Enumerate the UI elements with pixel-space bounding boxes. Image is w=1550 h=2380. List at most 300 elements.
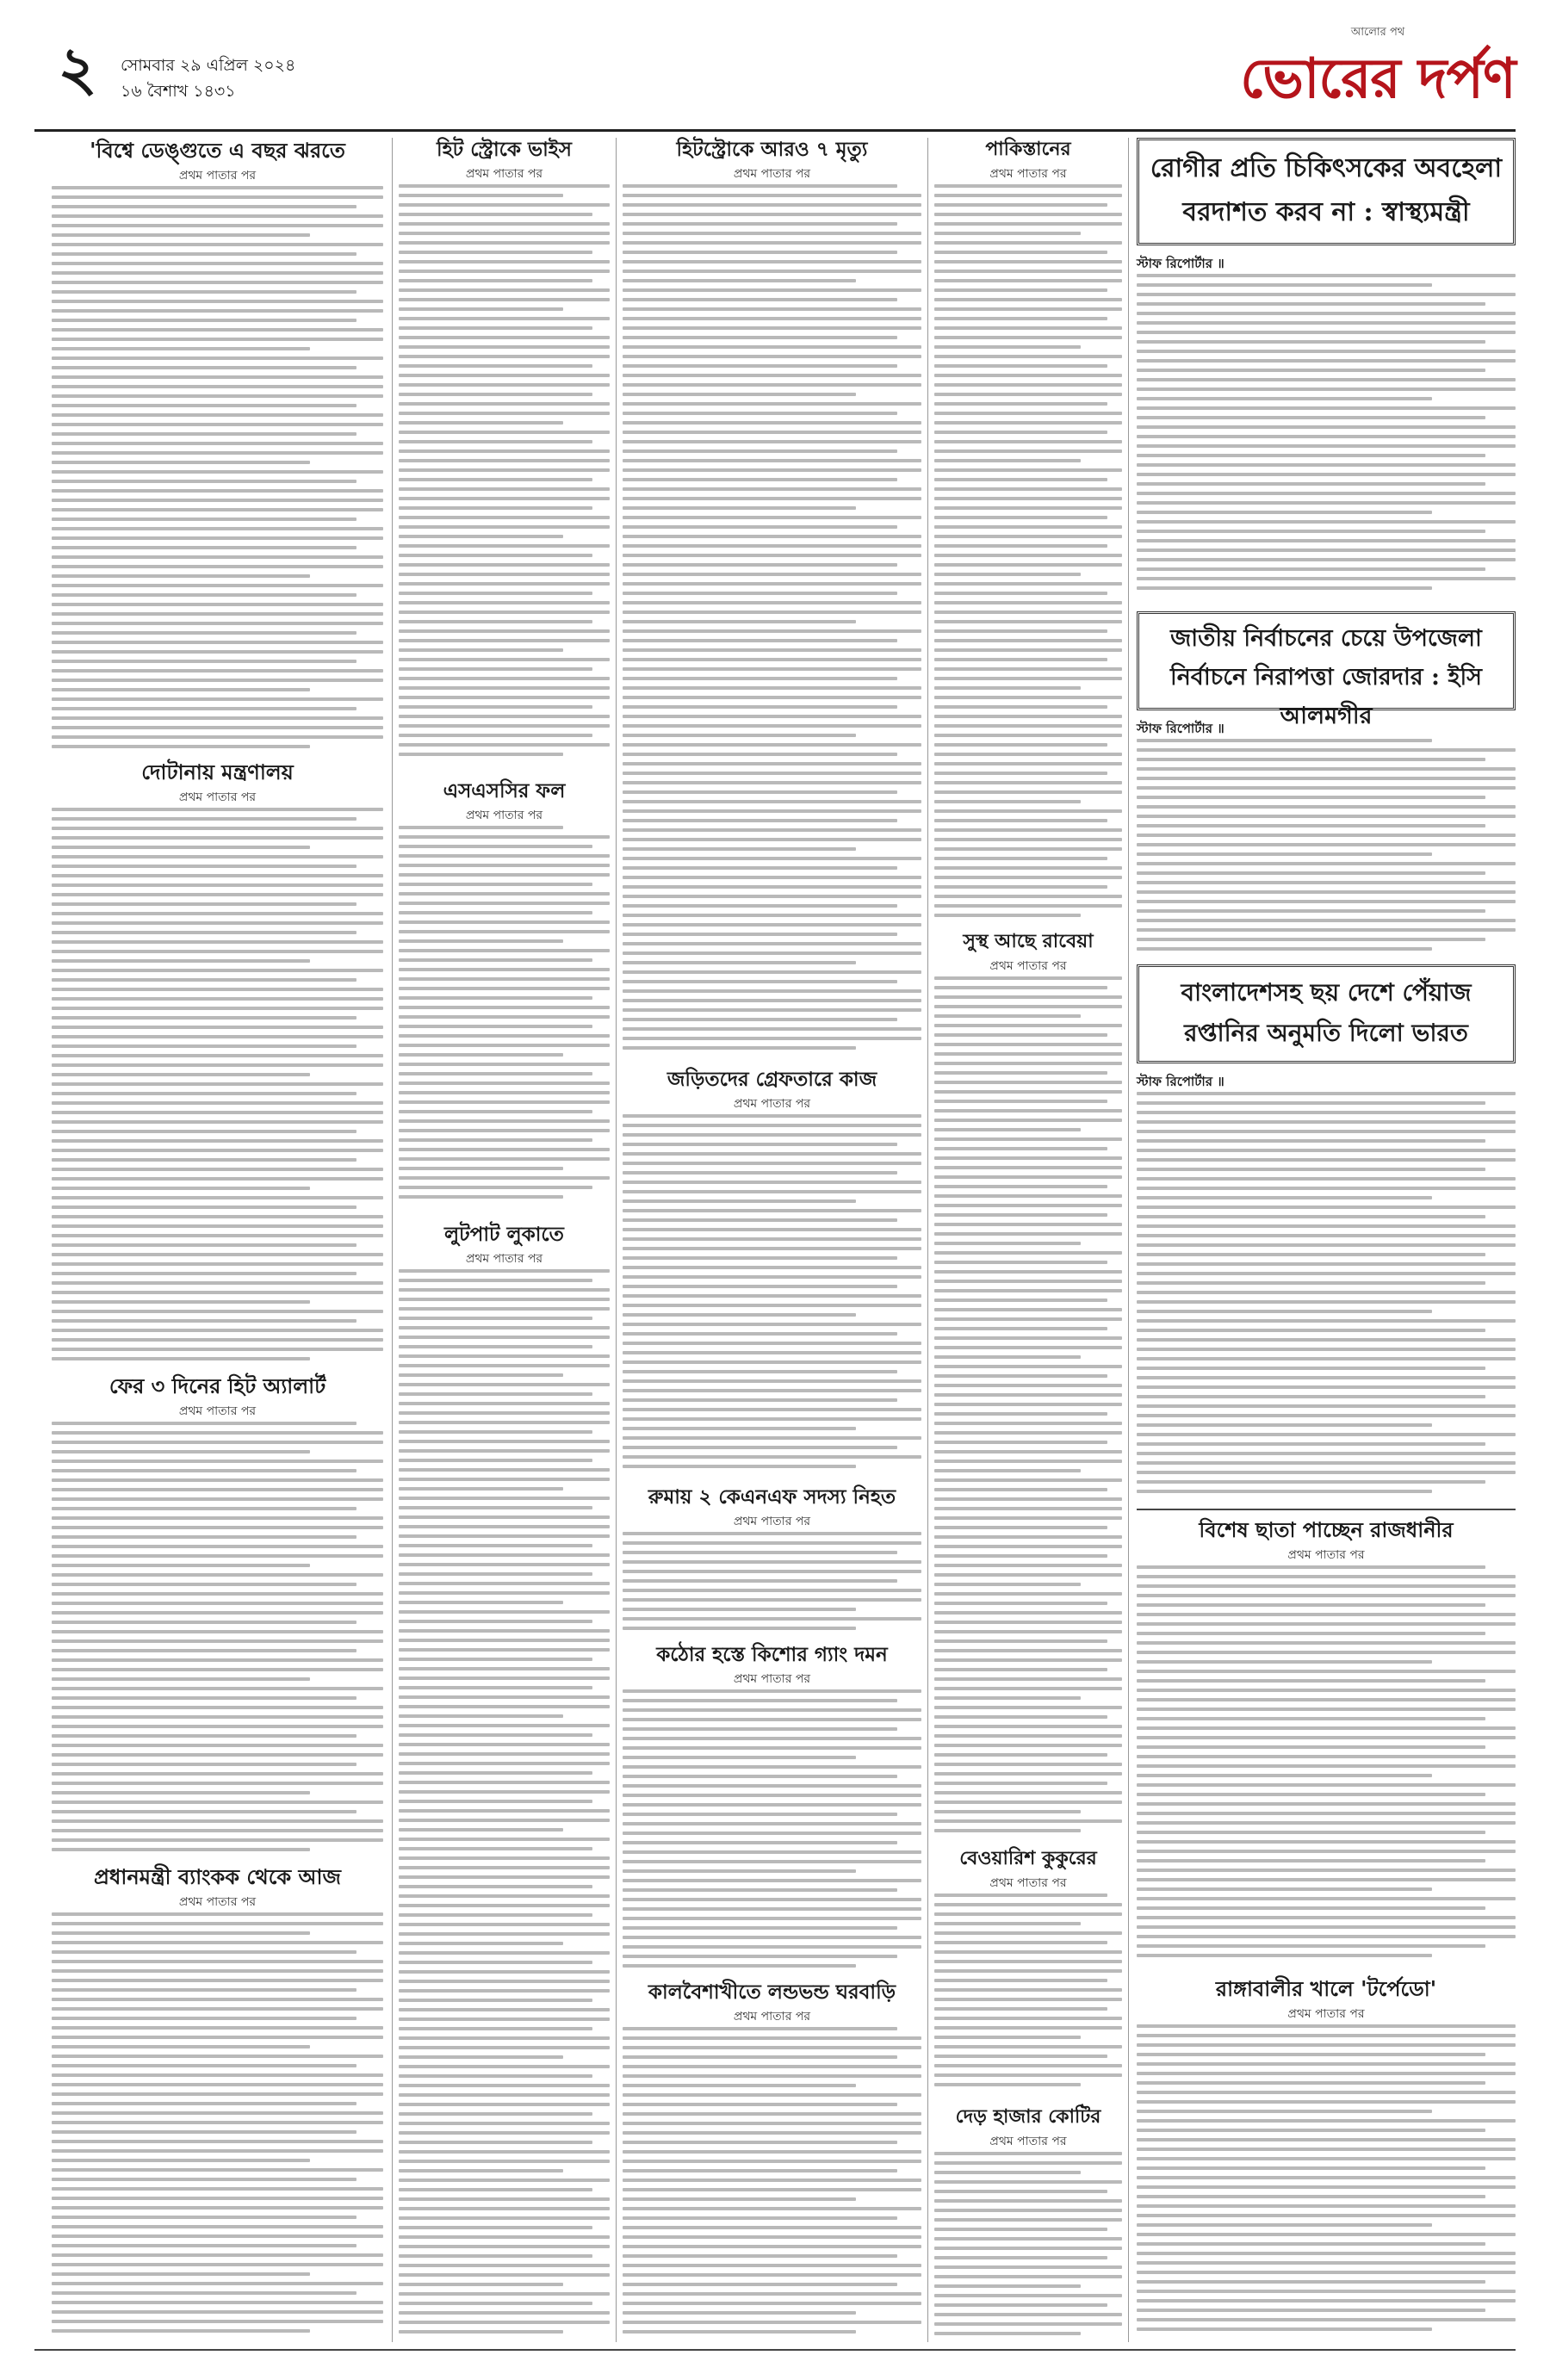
text-line — [399, 2273, 610, 2277]
text-line — [1137, 2148, 1516, 2151]
text-line — [623, 2245, 921, 2248]
text-line — [52, 309, 383, 313]
text-line — [934, 1819, 1122, 1823]
text-line — [399, 1525, 610, 1528]
text-line — [934, 914, 1081, 917]
text-line — [1137, 340, 1485, 344]
continued-label: প্রথম পাতার পর — [733, 167, 811, 181]
text-line — [52, 243, 383, 246]
text-line — [52, 1205, 356, 1209]
text-line — [52, 262, 383, 265]
text-line — [934, 1554, 1107, 1558]
text-line — [623, 1256, 897, 1260]
text-line — [52, 631, 356, 635]
text-line — [623, 1926, 897, 1930]
text-line — [52, 1583, 356, 1586]
continued-label: প্রথম পাতার পর — [465, 1252, 543, 1266]
text-line — [1137, 1205, 1516, 1209]
text-line — [52, 271, 383, 275]
text-line — [1137, 1215, 1485, 1218]
text-line — [52, 1300, 310, 1304]
text-line — [623, 895, 921, 898]
story-headline: প্রধানমন্ত্রী ব্যাংকক থেকে আজ — [94, 1864, 341, 1889]
text-line — [623, 251, 897, 254]
text-line — [52, 817, 356, 821]
text-line — [1137, 331, 1516, 334]
text-line — [399, 1288, 610, 1292]
text-line — [52, 1319, 356, 1323]
text-line — [1137, 1887, 1432, 1891]
text-line — [399, 902, 610, 905]
text-line — [399, 1591, 610, 1595]
text-line — [399, 2074, 592, 2078]
text-line — [623, 1831, 921, 1835]
text-line — [52, 893, 383, 896]
text-line — [399, 1856, 610, 1860]
text-line — [623, 2084, 856, 2087]
text-line — [399, 1705, 610, 1708]
text-line — [52, 827, 383, 830]
text-line — [399, 402, 610, 406]
text-line — [623, 563, 897, 567]
text-line — [52, 612, 383, 616]
text-line — [52, 1639, 383, 1643]
text-line — [52, 2092, 383, 2096]
text-line — [934, 1232, 1122, 1236]
text-line — [623, 639, 897, 642]
text-line — [623, 2179, 921, 2182]
text-line — [934, 2237, 1122, 2241]
text-line — [623, 866, 897, 870]
text-line — [934, 762, 1122, 765]
text-line — [52, 1329, 383, 1332]
text-line — [934, 1545, 1122, 1548]
text-line — [934, 1810, 1081, 1813]
text-line — [399, 298, 610, 301]
text-line — [52, 470, 383, 474]
text-line — [1137, 748, 1516, 752]
text-line — [623, 772, 921, 775]
text-line — [623, 2169, 897, 2172]
text-line — [623, 573, 921, 576]
text-line — [934, 1960, 1122, 1963]
text-line — [1137, 1319, 1516, 1323]
text-line — [399, 1034, 610, 1038]
text-line — [934, 1100, 1107, 1103]
text-line — [52, 2130, 356, 2134]
text-line — [934, 1014, 1081, 1018]
text-line — [934, 393, 1122, 396]
text-line — [1137, 890, 1516, 894]
text-line — [1137, 2318, 1516, 2321]
text-line — [623, 1027, 921, 1031]
text-line — [934, 1573, 1122, 1577]
text-line — [52, 499, 383, 502]
text-line — [1137, 1442, 1485, 1446]
text-line — [1137, 909, 1485, 913]
text-line — [399, 2330, 563, 2334]
text-line — [934, 1346, 1122, 1349]
text-line — [52, 2064, 356, 2067]
text-line — [1137, 1802, 1516, 1806]
text-line — [1137, 2091, 1516, 2094]
text-line — [399, 1421, 610, 1424]
story-headline: রাঙ্গাবালীর খালে 'টর্পেডো' — [1215, 1976, 1437, 2001]
text-line — [1137, 321, 1516, 325]
text-line — [399, 2235, 610, 2239]
text-line — [52, 1912, 383, 1916]
text-line — [52, 1469, 356, 1472]
text-line — [934, 1772, 1122, 1776]
text-line — [399, 835, 610, 839]
text-line — [52, 1922, 383, 1925]
text-line — [934, 1791, 1122, 1794]
text-line — [934, 440, 1122, 443]
text-line — [934, 885, 1107, 889]
text-line — [623, 1275, 921, 1279]
text-line — [399, 1411, 610, 1415]
text-line — [52, 2310, 383, 2314]
text-line — [934, 819, 1107, 822]
text-line — [1137, 1158, 1516, 1162]
text-line — [399, 1063, 610, 1066]
text-line — [934, 478, 1107, 481]
text-line — [399, 1176, 610, 1180]
lead-headline-box — [1137, 138, 1516, 245]
continued-label: প্রথম পাতার পর — [1287, 2007, 1365, 2021]
text-line — [934, 2228, 1107, 2231]
text-line — [623, 1190, 921, 1193]
story-headline: জড়িতদের গ্রেফতারে কাজ — [666, 1068, 877, 1091]
text-line — [934, 241, 1122, 245]
text-line — [934, 1119, 1122, 1122]
text-line — [934, 1497, 1122, 1501]
text-line — [934, 2322, 1122, 2326]
text-line — [52, 205, 356, 208]
text-line — [1137, 1092, 1516, 1095]
text-line — [934, 1677, 1122, 1681]
text-line — [52, 1950, 356, 1954]
text-line — [399, 667, 592, 671]
story-headline: ফের ৩ দিনের হিট অ্যালার্ট — [108, 1373, 326, 1398]
text-line — [934, 402, 1107, 406]
text-line — [399, 1383, 610, 1386]
text-line — [934, 1422, 1122, 1425]
text-line — [1137, 1745, 1485, 1749]
text-line — [52, 319, 356, 322]
text-line — [934, 431, 1107, 434]
text-line — [934, 260, 1122, 263]
text-line — [1137, 2138, 1516, 2141]
story-body — [623, 1532, 921, 1635]
text-line — [623, 1551, 897, 1554]
text-line — [934, 506, 1122, 510]
text-line — [1137, 501, 1516, 505]
text-line — [52, 442, 383, 445]
text-line — [52, 2007, 383, 2011]
text-line — [399, 497, 610, 500]
text-line — [623, 1181, 921, 1184]
text-line — [399, 431, 610, 434]
text-line — [399, 1195, 563, 1199]
text-line — [623, 592, 897, 595]
text-line — [399, 1186, 592, 1189]
text-line — [623, 2122, 921, 2125]
story-body — [934, 2152, 1122, 2341]
story-headline: জাতীয় নির্বাচনের চেয়ে উপজেলা নির্বাচনে নিরাপত্তা জোরদার : ইসি আলমগীর — [1169, 625, 1483, 729]
text-line — [934, 251, 1107, 254]
text-line — [52, 1007, 383, 1010]
text-line — [623, 1964, 856, 1968]
text-line — [623, 1532, 921, 1535]
text-line — [623, 506, 856, 510]
text-line — [623, 951, 921, 955]
text-line — [1137, 1622, 1516, 1626]
text-line — [399, 2093, 610, 2097]
text-line — [52, 1649, 356, 1652]
text-line — [399, 2046, 610, 2049]
text-line — [52, 1507, 356, 1510]
text-line — [934, 995, 1122, 999]
text-line — [399, 2283, 563, 2286]
text-line — [52, 2282, 383, 2285]
text-line — [399, 639, 610, 642]
text-line — [52, 1554, 383, 1558]
text-line — [934, 743, 1107, 747]
text-line — [52, 1431, 383, 1435]
text-line — [934, 610, 1122, 614]
continued-label: প্রথম পাতার পর — [989, 167, 1067, 181]
text-line — [1137, 2157, 1516, 2160]
text-line — [934, 2064, 1122, 2067]
text-line — [623, 2131, 921, 2135]
text-line — [52, 1782, 383, 1785]
text-line — [934, 2199, 1122, 2203]
text-line — [934, 734, 1122, 737]
text-line — [1137, 2081, 1485, 2085]
story-body — [623, 1689, 921, 1974]
text-line — [52, 1044, 356, 1048]
text-line — [1137, 1281, 1485, 1285]
text-line — [623, 1046, 856, 1050]
text-line — [623, 1018, 897, 1021]
text-line — [1137, 777, 1516, 780]
text-line — [934, 986, 1107, 989]
text-line — [1137, 492, 1516, 495]
text-line — [623, 317, 921, 320]
text-line — [934, 1327, 1107, 1330]
text-line — [399, 307, 563, 311]
text-line — [52, 366, 356, 369]
text-line — [623, 1037, 921, 1040]
text-line — [399, 478, 592, 481]
text-line — [52, 2045, 310, 2048]
text-line — [623, 1379, 921, 1383]
text-line — [934, 2017, 1122, 2020]
text-line — [623, 1124, 921, 1127]
text-line — [1137, 1764, 1516, 1768]
text-line — [399, 743, 610, 747]
text-line — [934, 629, 1107, 633]
story-body — [934, 1893, 1122, 2096]
text-line — [52, 950, 383, 953]
text-line — [399, 1980, 610, 1983]
text-line — [399, 1582, 610, 1585]
text-line — [934, 790, 1122, 794]
text-line — [399, 658, 610, 661]
text-line — [52, 385, 383, 388]
text-line — [1137, 2252, 1516, 2255]
text-line — [934, 1621, 1122, 1624]
text-line — [1137, 796, 1485, 799]
text-line — [623, 1143, 897, 1146]
continued-label: প্রথম পাতার পর — [178, 790, 257, 804]
text-line — [623, 497, 921, 500]
text-line — [1137, 1300, 1516, 1304]
text-line — [934, 535, 1122, 538]
text-line — [1137, 2261, 1516, 2265]
text-line — [52, 1668, 383, 1671]
text-line — [399, 1610, 610, 1614]
text-line — [1137, 1490, 1432, 1493]
text-line — [399, 1279, 592, 1282]
text-line — [623, 402, 921, 406]
text-line — [399, 1497, 610, 1500]
text-line — [399, 1478, 610, 1481]
text-line — [1137, 567, 1485, 571]
text-line — [52, 1158, 356, 1162]
text-line — [934, 1696, 1081, 1700]
text-line — [52, 1772, 383, 1776]
text-line — [399, 2188, 592, 2191]
text-line — [623, 1784, 921, 1788]
text-line — [934, 1137, 1122, 1141]
text-line — [623, 989, 921, 993]
text-line — [399, 1269, 610, 1273]
text-line — [623, 487, 921, 491]
text-line — [1137, 1291, 1516, 1294]
text-line — [1137, 539, 1516, 542]
text-line — [934, 1931, 1122, 1935]
text-line — [52, 1988, 356, 1992]
text-line — [399, 2122, 610, 2125]
text-line — [623, 516, 921, 519]
text-line — [399, 1082, 610, 1085]
text-line — [1137, 1243, 1516, 1247]
story-body — [1137, 1092, 1516, 1501]
text-line — [623, 1304, 921, 1307]
masthead-divider — [34, 129, 1516, 132]
text-line — [1137, 577, 1516, 580]
text-line — [399, 1487, 563, 1491]
text-line — [52, 1696, 356, 1700]
text-line — [1137, 1149, 1516, 1152]
text-line — [52, 1630, 383, 1633]
text-line — [399, 1677, 610, 1680]
text-line — [623, 1313, 856, 1317]
text-line — [934, 194, 1122, 197]
text-line — [623, 1718, 921, 1721]
text-line — [52, 1545, 383, 1548]
text-line — [623, 800, 921, 803]
text-line — [934, 468, 1122, 472]
text-line — [934, 487, 1122, 491]
text-line — [623, 307, 921, 311]
text-line — [623, 2093, 921, 2097]
text-line — [623, 1133, 921, 1137]
text-line — [1137, 2062, 1516, 2066]
story-headline: 'বিশ্বে ডেঙ্গুতে এ বছর ঝরতে — [90, 138, 345, 163]
text-line — [399, 1961, 592, 1964]
text-line — [399, 1072, 592, 1075]
text-line — [1137, 1698, 1516, 1701]
text-line — [399, 468, 610, 472]
text-line — [52, 865, 356, 868]
text-line — [52, 1800, 383, 1804]
text-line — [399, 1100, 610, 1104]
text-line — [623, 2302, 921, 2305]
text-line — [52, 546, 356, 549]
text-line — [934, 2180, 1122, 2184]
story-body — [1137, 2024, 1516, 2341]
text-line — [52, 874, 383, 877]
story-body — [52, 1912, 383, 2343]
text-line — [623, 1465, 856, 1468]
text-line — [623, 459, 921, 462]
continued-label: প্রথম পাতার পর — [733, 1515, 811, 1528]
text-line — [1137, 454, 1485, 457]
story-headline: কালবৈশাখীতে লন্ডভন্ড ঘরবাড়ি — [648, 1980, 896, 2004]
text-line — [1137, 1575, 1516, 1578]
text-line — [399, 525, 610, 529]
text-line — [623, 1608, 856, 1611]
text-line — [399, 1629, 610, 1633]
text-line — [52, 2026, 383, 2030]
text-line — [934, 1903, 1122, 1906]
text-line — [1137, 1395, 1485, 1398]
text-line — [623, 1446, 897, 1449]
text-line — [623, 1541, 921, 1545]
text-line — [934, 601, 1122, 604]
text-line — [1137, 843, 1516, 846]
text-line — [934, 2055, 1107, 2058]
text-line — [399, 1392, 592, 1396]
story-body — [623, 2027, 921, 2341]
text-line — [934, 1829, 1081, 1832]
text-line — [623, 696, 921, 699]
text-line — [399, 854, 610, 858]
text-line — [934, 592, 1107, 595]
text-line — [934, 1988, 1122, 1992]
text-line — [1137, 444, 1516, 448]
text-line — [934, 1668, 1107, 1671]
text-line — [52, 1310, 383, 1313]
text-line — [52, 461, 310, 464]
text-line — [623, 1285, 897, 1288]
text-line — [52, 1848, 310, 1851]
text-line — [934, 1403, 1122, 1406]
text-line — [52, 1753, 383, 1757]
text-line — [1137, 2242, 1485, 2246]
text-line — [1137, 1736, 1516, 1739]
text-line — [399, 1838, 610, 1841]
text-line — [1137, 900, 1516, 903]
continued-label: প্রথম পাতার পর — [178, 1895, 257, 1909]
text-line — [1137, 397, 1432, 400]
text-line — [399, 2254, 592, 2258]
text-line — [399, 222, 610, 226]
text-line — [1137, 1708, 1516, 1711]
